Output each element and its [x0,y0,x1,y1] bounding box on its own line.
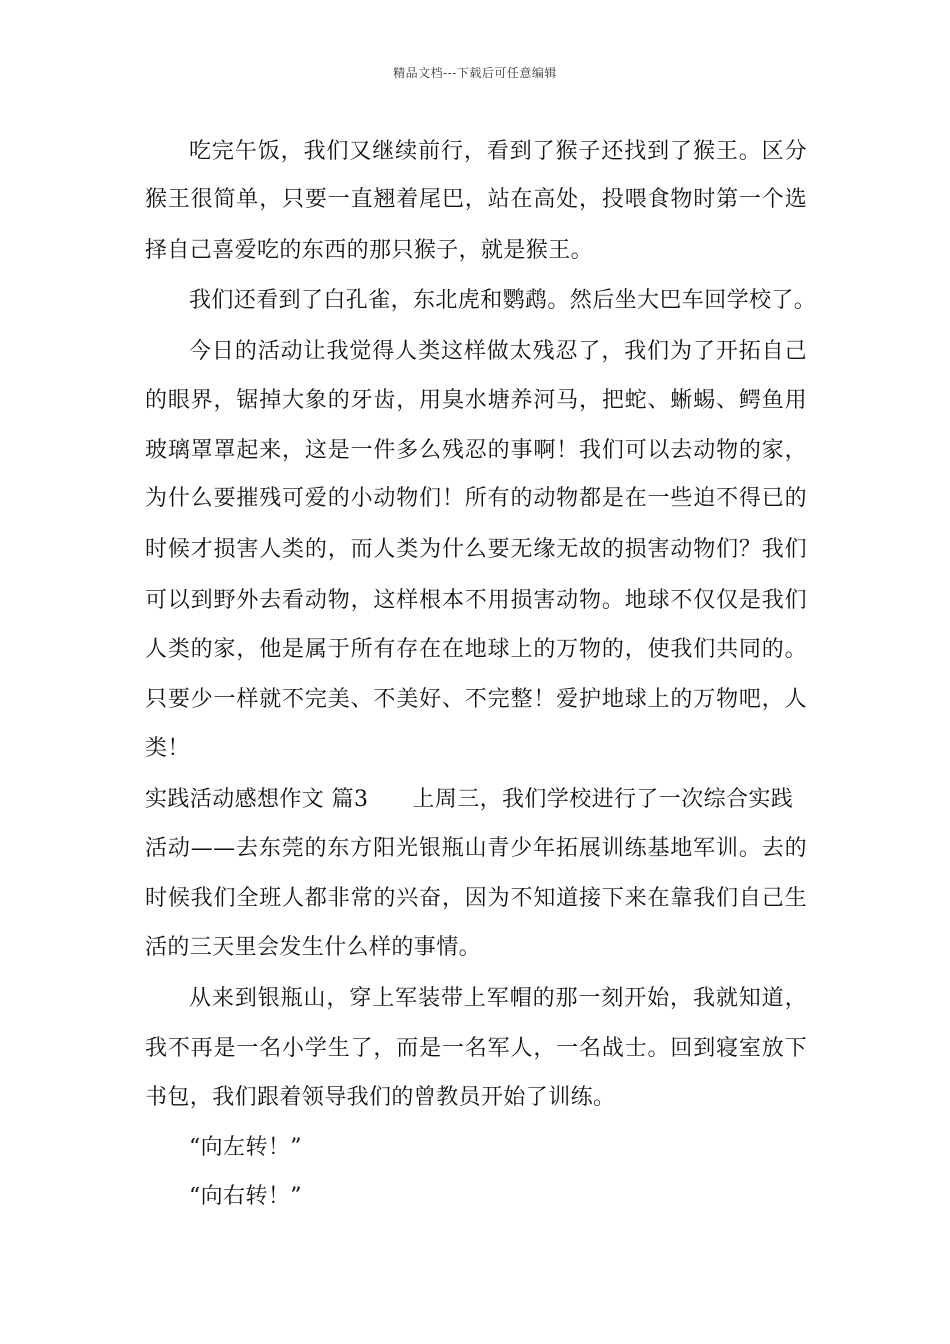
text-line: 猴王很简单，只要一直翘着尾巴，站在高处，投喂食物时第一个选 [145,187,807,212]
text-line: 类！ [145,736,190,761]
page-header: 精品文档---下载后可任意编辑 [393,66,557,80]
text-line: 上周三，我们学校进行了一次综合实践 [412,787,794,812]
text-line: 人类的家，他是属于所有存在在地球上的万物的，使我们共同的。 [145,637,807,662]
section-title-line [145,786,807,814]
text-line: 为什么要摧残可爱的小动物们！所有的动物都是在一些迫不得已的 [145,486,807,511]
text-line: 只要少一样就不完美、不美好、不完整！爱护地球上的万物吧，人 [145,687,807,712]
text-line: 择自己喜爱吃的东西的那只猴子，就是猴王。 [145,238,594,263]
text-line: 吃完午饭，我们又继续前行，看到了猴子还找到了猴王。区分 [189,139,807,164]
text-line: 玻璃罩罩起来，这是一件多么残忍的事啊！我们可以去动物的家， [145,438,807,463]
text-line: 活的三天里会发生什么样的事情。 [145,935,482,960]
text-line: 活动——去东莞的东方阳光银瓶山青少年拓展训练基地军训。去的 [145,836,807,861]
text-line: “向左转！” [189,1135,302,1160]
text-line: 时候才损害人类的，而人类为什么要无缘无故的损害动物们？我们 [145,537,807,562]
text-line: 今日的活动让我觉得人类这样做太残忍了，我们为了开拓自己 [189,339,807,364]
text-line: 我们还看到了白孔雀，东北虎和鹦鹉。然后坐大巴车回学校了。 [189,288,817,313]
section-title: 实践活动感想作文 篇3 [145,787,369,812]
text-line: 我不再是一名小学生了，而是一名军人，一名战士。回到寝室放下 [145,1036,807,1061]
text-line: 可以到野外去看动物，这样根本不用损害动物。地球不仅仅是我们 [145,588,807,613]
text-line: 的眼界，锯掉大象的牙齿，用臭水塘养河马，把蛇、蜥蜴、鳄鱼用 [145,388,807,413]
text-line: 从来到银瓶山，穿上军装带上军帽的那一刻开始，我就知道， [189,986,807,1011]
text-line: 书包，我们跟着领导我们的曾教员开始了训练。 [145,1085,616,1110]
text-line: “向右转！” [189,1184,302,1209]
text-line: 时候我们全班人都非常的兴奋，因为不知道接下来在靠我们自己生 [145,886,807,911]
